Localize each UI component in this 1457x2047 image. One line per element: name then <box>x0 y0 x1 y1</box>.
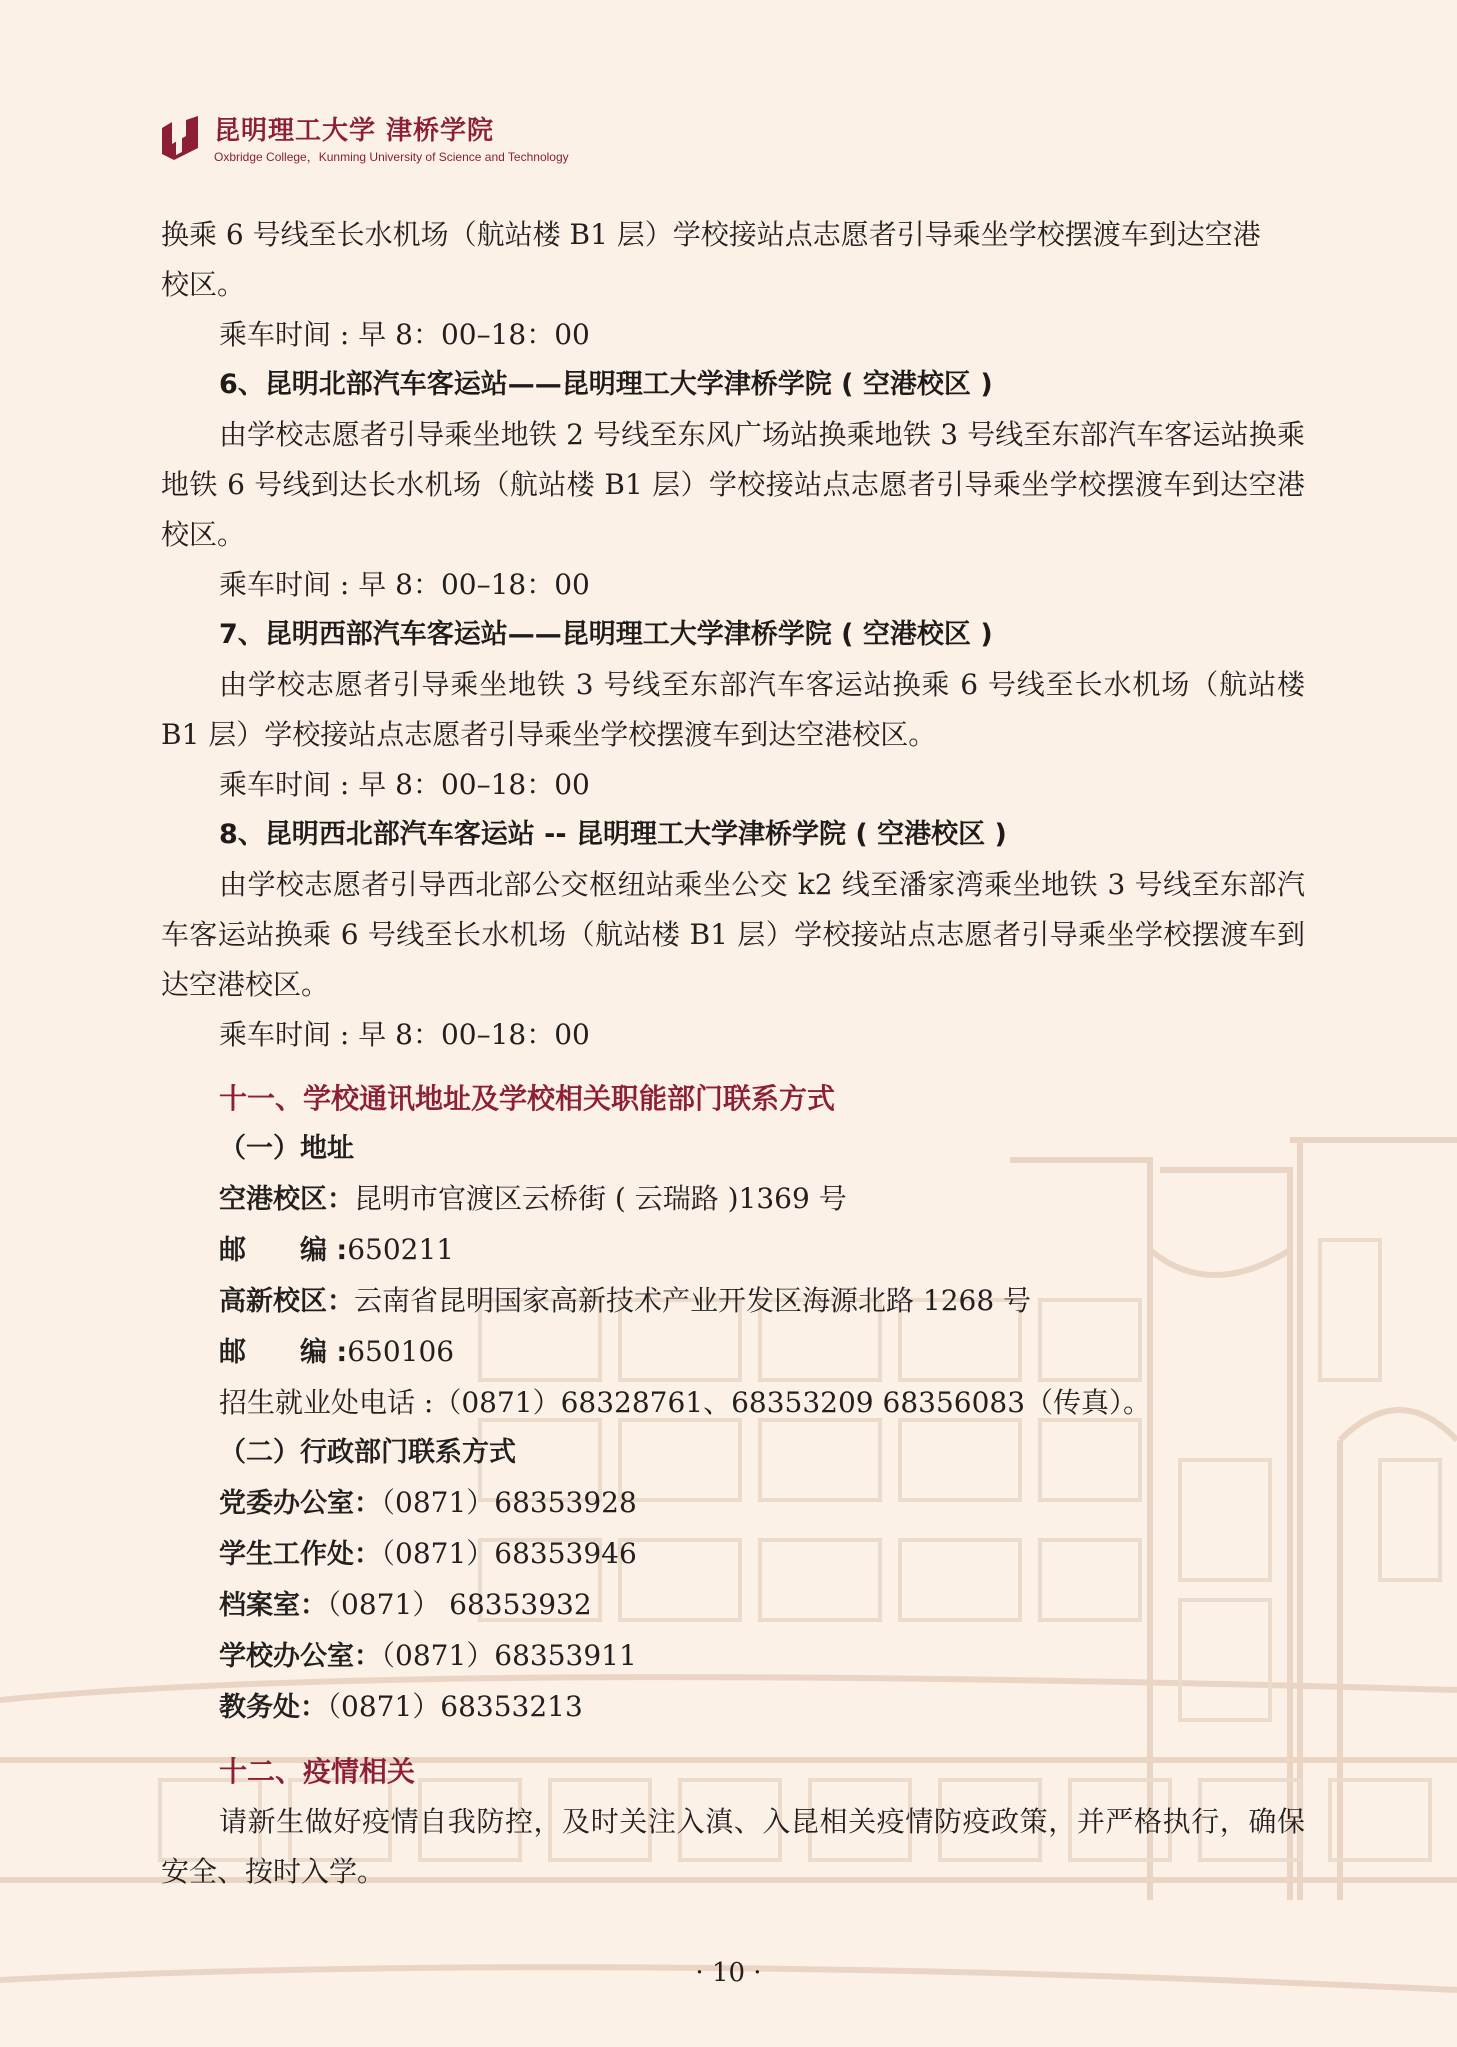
zip-value: 650106 <box>347 1335 455 1368</box>
gaoxin-campus-value: 云南省昆明国家高新技术产业开发区海源北路 1268 号 <box>354 1284 1032 1317</box>
admission-phone: 招生就业处电话 :（0871）68328761、68353209 68356083（传真）。 <box>219 1386 1152 1419</box>
route5-continuation: 换乘 6 号线至长水机场（航站楼 B1 层）学校接站点志愿者引导乘坐学校摆渡车到达空港 <box>161 218 1261 251</box>
dept-party-office <box>161 1478 1305 1529</box>
zip-label: 邮 编 : <box>219 1235 348 1266</box>
dept-label: 教务处： <box>219 1692 327 1723</box>
route5-time: 乘车时间 : 早 8：00–18：00 <box>219 318 590 351</box>
address-subtitle: （一）地址 <box>219 1133 354 1164</box>
dept-label: 学校办公室： <box>219 1641 381 1672</box>
dept-academic-affairs <box>161 1682 1305 1733</box>
airport-zip <box>161 1225 1305 1276</box>
college-logo <box>158 108 569 168</box>
gaoxin-campus-address <box>161 1276 1305 1327</box>
dept-phone: （0871） 68353932 <box>327 1588 592 1621</box>
logo-chinese-name: 昆明理工大学 津桥学院 <box>214 116 495 146</box>
route8-title: 8、昆明西北部汽车客运站 -- 昆明理工大学津桥学院 ( 空港校区 ) <box>219 819 1007 850</box>
dept-label: 党委办公室： <box>219 1488 381 1519</box>
gaoxin-zip <box>161 1327 1305 1378</box>
page-content <box>161 210 1305 1897</box>
dept-phone: （0871）68353213 <box>327 1690 583 1723</box>
epidemic-body: 请新生做好疫情自我防控，及时关注入滇、入昆相关疫情防疫政策，并严格执行，确保安全、按时入学。 <box>161 1805 1305 1888</box>
route6-body: 由学校志愿者引导乘坐地铁 2 号线至东风广场站换乘地铁 3 号线至东部汽车客运站换乘地铁 6 号线到达长水机场（航站楼 B1 层）学校接站点志愿者引导乘坐学校摆渡车到达空港校区。 <box>161 418 1305 551</box>
departments-subtitle: （二）行政部门联系方式 <box>219 1437 516 1468</box>
dept-phone: （0871）68353946 <box>381 1537 637 1570</box>
airport-campus-label: 空港校区： <box>219 1184 354 1215</box>
zip-value: 650211 <box>347 1233 455 1266</box>
gaoxin-campus-label: 高新校区： <box>219 1286 354 1317</box>
route8-body: 由学校志愿者引导西北部公交枢纽站乘坐公交 k2 线至潘家湾乘坐地铁 3 号线至东部汽车客运站换乘 6 号线至长水机场（航站楼 B1 层）学校接站点志愿者引导乘坐学校摆渡车到达空港校区。 <box>161 868 1305 1001</box>
route6-time: 乘车时间 : 早 8：00–18：00 <box>219 568 590 601</box>
logo-english-name: Oxbridge College，Kunming University of Science and Technology <box>214 150 569 164</box>
route7-body: 由学校志愿者引导乘坐地铁 3 号线至东部汽车客运站换乘 6 号线至长水机场（航站楼 B1 层）学校接站点志愿者引导乘坐学校摆渡车到达空港校区。 <box>161 668 1305 751</box>
dept-label: 学生工作处： <box>219 1539 381 1570</box>
zip-label: 邮 编 : <box>219 1337 348 1368</box>
route6-title: 6、昆明北部汽车客运站——昆明理工大学津桥学院 ( 空港校区 ) <box>219 369 993 400</box>
dept-student-affairs <box>161 1529 1305 1580</box>
dept-phone: （0871）68353928 <box>381 1486 637 1519</box>
route5-continuation-end: 校区。 <box>161 268 246 301</box>
route8-time: 乘车时间 : 早 8：00–18：00 <box>219 1018 590 1051</box>
dept-phone: （0871）68353911 <box>381 1639 637 1672</box>
airport-campus-address <box>161 1174 1305 1225</box>
contact-section-title: 十一、学校通讯地址及学校相关职能部门联系方式 <box>219 1082 836 1115</box>
epidemic-section-title: 十二、疫情相关 <box>219 1755 416 1788</box>
dept-archives <box>161 1580 1305 1631</box>
page-number: · 10 · <box>695 1958 762 1988</box>
dept-label: 档案室： <box>219 1590 327 1621</box>
dept-school-office <box>161 1631 1305 1682</box>
route7-title: 7、昆明西部汽车客运站——昆明理工大学津桥学院 ( 空港校区 ) <box>219 619 993 650</box>
airport-campus-value: 昆明市官渡区云桥街 ( 云瑞路 )1369 号 <box>354 1182 847 1215</box>
college-emblem-icon <box>158 114 206 162</box>
route7-time: 乘车时间 : 早 8：00–18：00 <box>219 768 590 801</box>
